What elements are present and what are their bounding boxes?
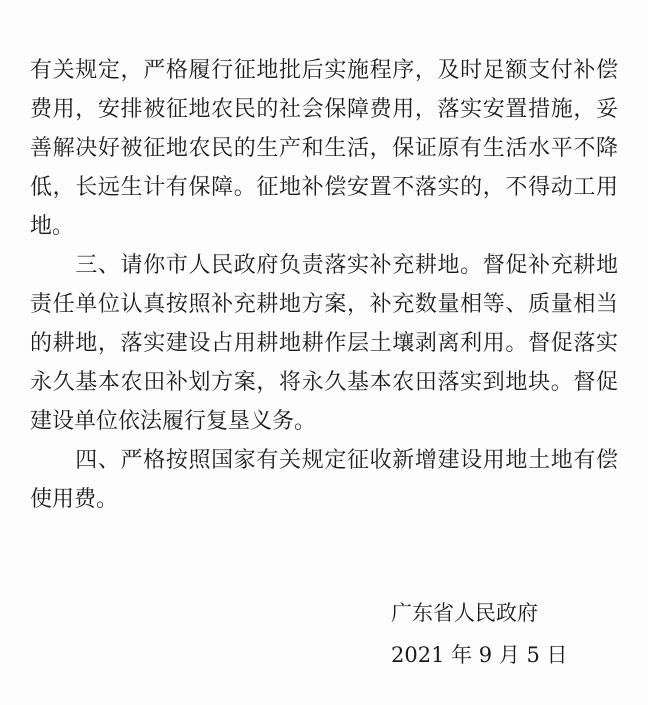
paragraph-2-line-1: 三、请你市人民政府负责落实补充耕地。督促补充耕地 xyxy=(30,253,618,278)
paragraph-2-line-4: 永久基本农田补划方案，将永久基本农田落实到地块。督促 xyxy=(30,370,618,395)
issuer-name: 广东省人民政府 xyxy=(391,601,538,625)
paragraph-3-line-2: 使用费。 xyxy=(30,487,119,512)
paragraph-1-line-3: 善解决好被征地农民的生产和生活，保证原有生活水平不降 xyxy=(30,136,618,161)
paragraph-1-line-1: 有关规定，严格履行征地批后实施程序，及时足额支付补偿 xyxy=(30,58,618,83)
paragraph-3-line-1: 四、严格按照国家有关规定征收新增建设用地土地有偿 xyxy=(30,448,618,473)
paragraph-2-line-2: 责任单位认真按照补充耕地方案，补充数量相等、质量相当 xyxy=(30,292,618,317)
paragraph-2-line-5: 建设单位依法履行复垦义务。 xyxy=(30,409,317,434)
paragraph-2-line-3: 的耕地，落实建设占用耕地耕作层土壤剥离利用。督促落实 xyxy=(30,331,618,356)
paragraph-1-line-5: 地。 xyxy=(30,214,75,239)
issue-date: 2021 年 9 月 5 日 xyxy=(391,643,568,667)
paragraph-1-line-2: 费用，安排被征地农民的社会保障费用，落实安置措施，妥 xyxy=(30,97,618,122)
paragraph-1-line-4: 低，长远生计有保障。征地补偿安置不落实的，不得动工用 xyxy=(30,175,618,200)
